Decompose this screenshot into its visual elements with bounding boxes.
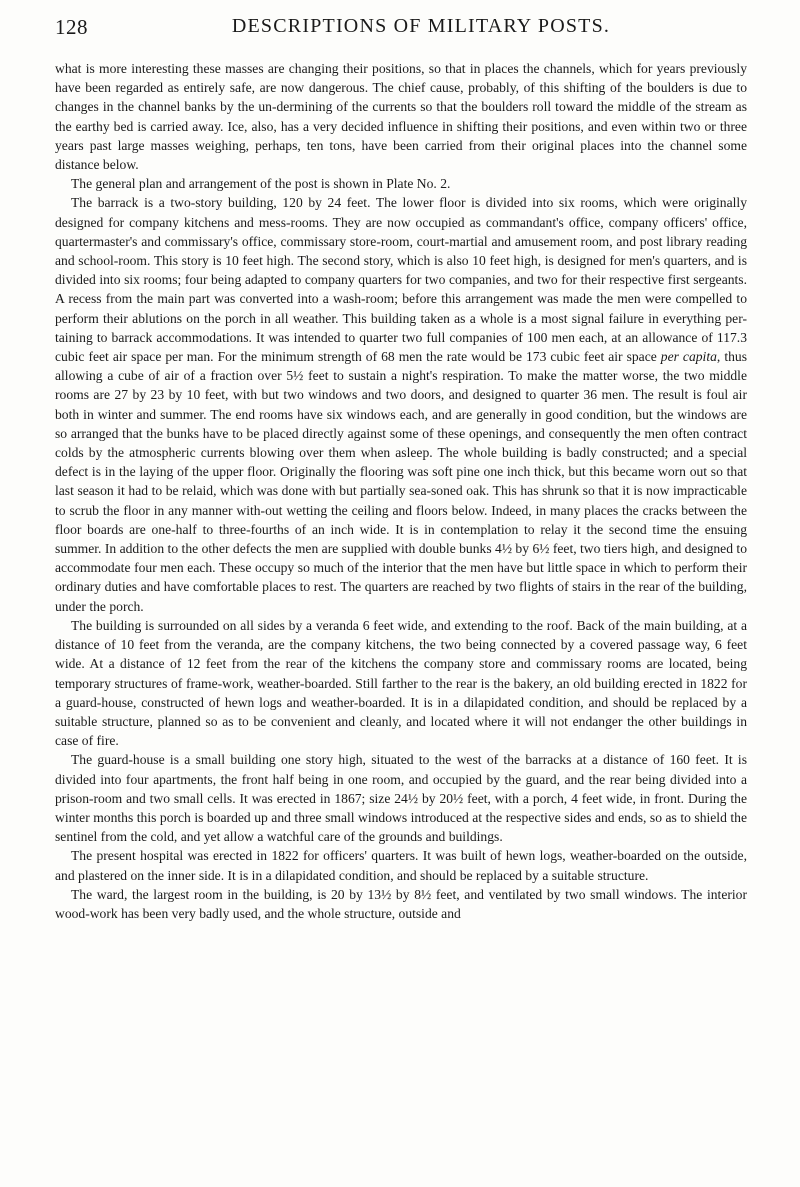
paragraph-veranda: The building is surrounded on all sides by a veranda 6 feet wide, and extending to the roof. Back of the main building, at a distance of 10 feet from the veranda, are the company kitchens, the two being connected by a covered passage way, 6 feet wide. At a distance of 12 feet from the rear of the kitchens the company store and commissary rooms are located, being temporary structures of frame-work, weather-boarded. Still farther to the rear is the bakery, an old building erected in 1822 for a guard-house, constructed of hewn logs and weather-boarded. It is in a dilapidated condition, and should be replaced by a suitable structure, planned so as to be convenient and cleanly, and located where it will not endanger the other buildings in case of fire. xyxy=(55,617,747,749)
page-number: 128 xyxy=(55,15,88,39)
page-title: DESCRIPTIONS OF MILITARY POSTS. xyxy=(231,15,611,37)
paragraph-barrack-text-continued: , thus allowing a cube of air of a fraction over 5½ feet to sustain a night's respiration. To make the matter worse, the two middle rooms are 27 by 23 by 10 feet, with but two windows and two doors, and designed to quarter 36 men. The result is foul air both in winter and summer. The end rooms have six windows each, and are generally in good condition, but the windows are so arranged that the bunks have to be placed directly against some of these openings, and consequently the men often contract colds by the atmospheric currents blowing over them when asleep. The whole building is badly constructed; and a special defect is in the laying of the upper floor. Originally the flooring was soft pine one inch thick, but this became worn out so that last season it had to be relaid, which was done with but partially sea-soned oak. This has shrunk so that it is now impracticable to scrub the floor in any manner with-out wetting the ceiling and floors below. Indeed, in many places the cracks between the floor boards are one-half to three-fourths of an inch wide. It is in contemplation to relay it the second time the ensuing summer. In addition to the other defects the men are supplied with double bunks 4½ by 6½ feet, two tiers high, and designed to accommodate four men each. These occupy so much of the interior that the men have but little space in which to perform their ordinary duties and have comfortable places to rest. The quarters are reached by two flights of stairs in the rear of the building, under the porch. xyxy=(55,349,747,614)
italic-per-capita: per capita xyxy=(660,349,717,365)
paragraph-barrack xyxy=(55,193,747,615)
paragraph-boulders: what is more interesting these masses are changing their positions, so that in places the channels, which for years previously have been regarded as entirely safe, are now dangerous. The chief cause, probably, of this shifting of the boulders is due to changes in the channel banks by the un-dermining of the currents so that the boulders roll toward the middle of the stream as the earthy bed is carried away. Ice, also, has a very decided influence in shifting their positions, and even within two or three years past large masses weighing, perhaps, ten tons, have been carried from their original places into the channel some distance below. xyxy=(55,61,747,173)
paragraph-guard-house: The guard-house is a small building one story high, situated to the west of the barracks at a distance of 160 feet. It is divided into four apartments, the front half being in one room, and occupied by the guard, and the rear being divided into a prison-room and two small cells. It was erected in 1867; size 24½ by 20½ feet, with a porch, 4 feet wide, in front. During the winter months this porch is boarded up and three small windows introduced at the respective sides and ends, so as to shield the sentinel from the cold, and yet allow a watchful care of the grounds and buildings. xyxy=(55,752,747,845)
running-head xyxy=(55,15,747,45)
paragraph-hospital: The present hospital was erected in 1822 for officers' quarters. It was built of hewn logs, weather-boarded on the outside, and plastered on the inner side. It is in a dilapidated condition, and should be replaced by a suitable structure. xyxy=(55,848,747,883)
paragraph-ward: The ward, the largest room in the building, is 20 by 13½ by 8½ feet, and ventilated by two small windows. The interior wood-work has been very badly used, and the whole structure, outside and xyxy=(55,886,747,921)
body-text xyxy=(55,59,747,923)
paragraph-general-plan: The general plan and arrangement of the post is shown in Plate No. 2. xyxy=(71,176,451,192)
paragraph-barrack-text: The barrack is a two-story building, 120 by 24 feet. The lower floor is divided into six rooms, which were originally designed for company kitchens and mess-rooms. They are now occupied as commandant's office, company officers' office, quartermaster's and commissary's office, commissary store-room, court-martial and amusement room, and post library reading and school-room. This story is 10 feet high. The second story, which is also 10 feet high, is designed for men's quarters, and is divided into six rooms; four being adapted to company quarters for two companies, and two for their respective first sergeants. A recess from the main part was converted into a wash-room; before this arrangement was made the men were compelled to perform their ablutions on the porch in all weather. This building taken as a whole is a most signal failure in everything per-taining to barrack accommodations. It was intended to quarter two full companies of 100 men each, at an allowance of 117.3 cubic feet air space per man. For the minimum strength of 68 men the rate would be 173 cubic feet air space xyxy=(55,195,747,365)
